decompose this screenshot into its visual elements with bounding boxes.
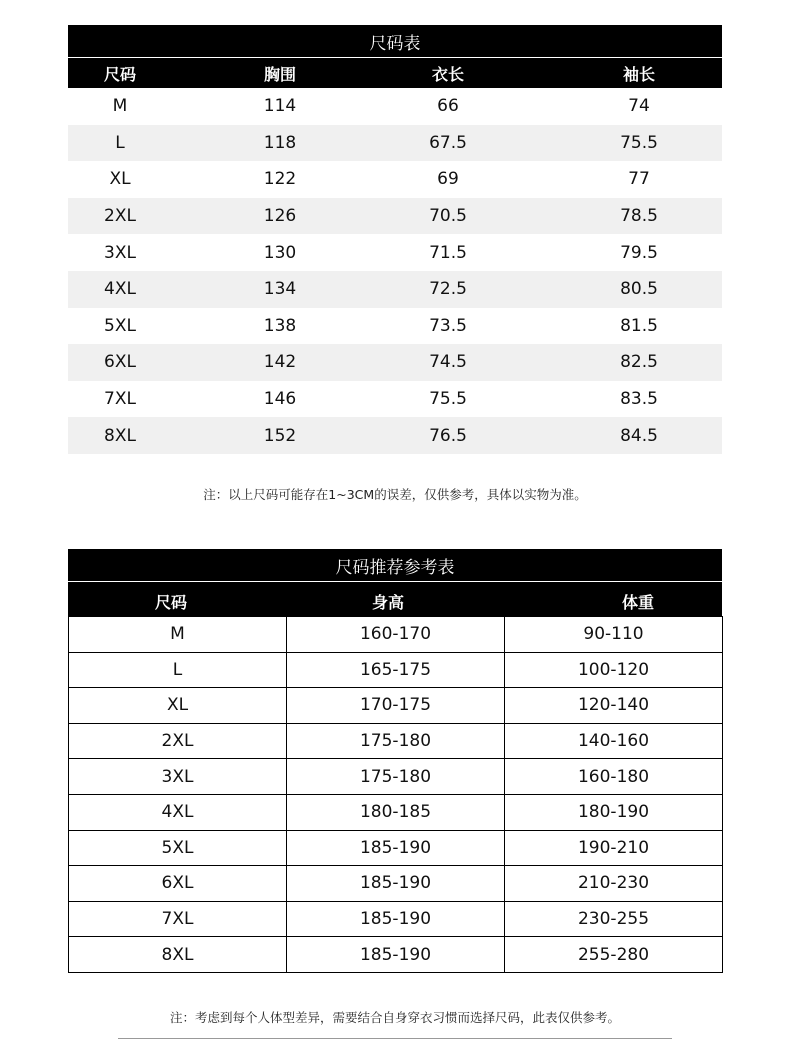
cell-chest: 130 xyxy=(263,242,297,263)
table-row xyxy=(68,161,722,198)
cell-size: XL xyxy=(109,169,131,190)
cell-length: 67.5 xyxy=(429,132,467,153)
cell-length: 70.5 xyxy=(429,206,467,227)
cell-length: 73.5 xyxy=(429,315,467,336)
cell-weight: 140-160 xyxy=(505,723,723,759)
cell-height: 175-180 xyxy=(287,759,505,795)
recommend-table-title: 尺码推荐参考表 xyxy=(68,549,722,582)
table-row xyxy=(68,125,722,162)
size-table-note: 注：以上尺码可能存在1~3CM的误差，仅供参考，具体以实物为准。 xyxy=(203,487,587,502)
cell-height: 170-175 xyxy=(287,688,505,724)
cell-height: 185-190 xyxy=(287,866,505,902)
cell-length: 66 xyxy=(437,96,459,117)
cell-sleeve: 75.5 xyxy=(620,132,658,153)
cell-chest: 138 xyxy=(263,315,297,336)
cell-size: L xyxy=(115,132,125,153)
cell-chest: 118 xyxy=(263,132,297,153)
cell-height: 185-190 xyxy=(287,937,505,973)
cell-sleeve: 77 xyxy=(628,169,650,190)
cell-chest: 134 xyxy=(263,279,297,300)
cell-size: 7XL xyxy=(104,389,136,410)
table-row xyxy=(69,901,723,937)
recommend-table-note: 注：考虑到每个人体型差异，需要结合自身穿衣习惯而选择尺码，此表仅供参考。 xyxy=(169,1010,620,1025)
cell-size: 3XL xyxy=(69,759,287,795)
cell-size: 6XL xyxy=(104,352,136,373)
cell-weight: 180-190 xyxy=(505,794,723,830)
size-table xyxy=(68,25,722,454)
table-row xyxy=(69,723,723,759)
cell-size: 6XL xyxy=(69,866,287,902)
recommend-table-grid xyxy=(68,616,723,973)
table-row xyxy=(69,937,723,973)
cell-sleeve: 81.5 xyxy=(620,315,658,336)
cell-chest: 146 xyxy=(263,389,297,410)
header-chest: 胸围 xyxy=(263,64,296,84)
cell-chest: 126 xyxy=(263,206,297,227)
cell-size: 7XL xyxy=(69,901,287,937)
header-size: 尺码 xyxy=(154,593,187,612)
cell-sleeve: 84.5 xyxy=(620,425,658,446)
size-table-body xyxy=(68,88,722,454)
cell-chest: 152 xyxy=(263,425,297,446)
table-row xyxy=(68,381,722,418)
cell-weight: 230-255 xyxy=(505,901,723,937)
cell-height: 165-175 xyxy=(287,652,505,688)
table-row xyxy=(69,759,723,795)
cell-size: 4XL xyxy=(104,279,136,300)
table-row xyxy=(69,688,723,724)
cell-sleeve: 74 xyxy=(628,96,650,117)
cell-chest: 142 xyxy=(263,352,297,373)
table-row xyxy=(68,271,722,308)
cell-length: 76.5 xyxy=(429,425,467,446)
cell-length: 71.5 xyxy=(429,242,467,263)
cell-size: 3XL xyxy=(104,242,136,263)
table-row xyxy=(69,652,723,688)
cell-sleeve: 83.5 xyxy=(620,389,658,410)
cell-height: 185-190 xyxy=(287,901,505,937)
table-row xyxy=(68,198,722,235)
cell-length: 69 xyxy=(437,169,459,190)
cell-size: M xyxy=(69,617,287,653)
cell-chest: 122 xyxy=(263,169,297,190)
cell-size: M xyxy=(112,96,128,117)
table-row xyxy=(68,234,722,271)
cell-weight: 210-230 xyxy=(505,866,723,902)
cell-weight: 255-280 xyxy=(505,937,723,973)
cell-weight: 160-180 xyxy=(505,759,723,795)
cell-weight: 190-210 xyxy=(505,830,723,866)
cell-chest: 114 xyxy=(263,96,297,117)
header-size: 尺码 xyxy=(103,64,136,84)
cell-sleeve: 82.5 xyxy=(620,352,658,373)
cell-height: 175-180 xyxy=(287,723,505,759)
cell-sleeve: 78.5 xyxy=(620,206,658,227)
table-row xyxy=(69,830,723,866)
cell-size: 2XL xyxy=(104,206,136,227)
cell-weight: 120-140 xyxy=(505,688,723,724)
table-row xyxy=(68,417,722,454)
cell-size: 5XL xyxy=(69,830,287,866)
cell-length: 74.5 xyxy=(429,352,467,373)
cell-size: 5XL xyxy=(104,315,136,336)
recommend-table-header xyxy=(68,582,722,616)
cell-size: 8XL xyxy=(69,937,287,973)
cell-sleeve: 79.5 xyxy=(620,242,658,263)
table-row xyxy=(68,308,722,345)
header-weight: 体重 xyxy=(621,593,654,612)
cell-length: 75.5 xyxy=(429,389,467,410)
table-row xyxy=(69,617,723,653)
cell-height: 180-185 xyxy=(287,794,505,830)
cell-size: 4XL xyxy=(69,794,287,830)
size-table-title: 尺码表 xyxy=(68,25,722,58)
cell-sleeve: 80.5 xyxy=(620,279,658,300)
table-row xyxy=(68,88,722,125)
cell-size: XL xyxy=(69,688,287,724)
size-table-header xyxy=(68,58,722,88)
cell-weight: 90-110 xyxy=(505,617,723,653)
recommend-table xyxy=(68,549,722,973)
cell-size: 8XL xyxy=(104,425,136,446)
cell-size: 2XL xyxy=(69,723,287,759)
table-row xyxy=(68,344,722,381)
table-row xyxy=(69,866,723,902)
header-sleeve: 袖长 xyxy=(622,64,655,84)
cell-size: L xyxy=(69,652,287,688)
cell-height: 185-190 xyxy=(287,830,505,866)
cell-length: 72.5 xyxy=(429,279,467,300)
header-length: 衣长 xyxy=(431,64,464,84)
cell-height: 160-170 xyxy=(287,617,505,653)
header-height: 身高 xyxy=(371,593,404,612)
table-row xyxy=(69,794,723,830)
divider xyxy=(118,1038,672,1039)
cell-weight: 100-120 xyxy=(505,652,723,688)
